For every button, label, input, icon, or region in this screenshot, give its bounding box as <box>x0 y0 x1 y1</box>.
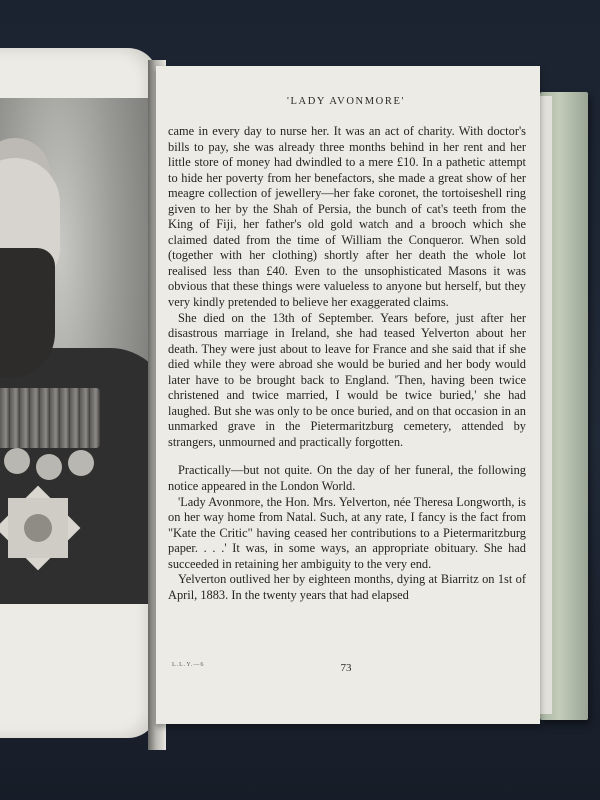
medal-icon <box>36 454 62 480</box>
page-number: 73 <box>340 662 352 674</box>
paragraph: came in every day to nurse her. It was an act of charity. With doctor's bills to pay, she was already three months behind in her rent and her little store of money had dwindled to a mere £10. In a pathetic attempt to hide her poverty from her benefactors, she made a great show of her meagre collection of jewellery—her fake coronet, the tortoiseshell ring given to her by the Shah of Persia, the bunch of cat's teeth from the King of Fiji, her father's old gold watch and a brooch which she claimed dated from the time of William the Conqueror. When sold (together with her clothing) shortly after her death the whole lot realised less than £40. Even to the unsophisticated Masons it was obvious that these things were valueless to anyone but herself, but they very kindly pretended to believe her exaggerated claims. <box>168 124 526 310</box>
medal-ribbons <box>0 388 100 448</box>
signature-mark: L.L.Y.—6 <box>172 662 205 668</box>
paragraph: 'Lady Avonmore, the Hon. Mrs. Yelverton, née Theresa Longworth, is on her way home from Natal. Such, at any rate, I fancy is the fact from "Kate the Critic" having ceased her contributions to a Pietermaritzburg paper. . . .' It was, in some ways, an appropriate obituary. She had succeeded in retaining her ambiguity to the very end. <box>168 494 526 571</box>
medal-icon <box>4 448 30 474</box>
paragraph: Yelverton outlived her by eighteen months, dying at Biarritz on 1st of April, 1883. In the twenty years that had elapsed <box>168 572 526 602</box>
body-text <box>168 124 526 603</box>
portrait-photograph <box>0 98 148 604</box>
medal-icon <box>68 450 94 476</box>
order-star-center <box>24 514 52 542</box>
right-page <box>156 66 540 724</box>
running-head: 'LADY AVONMORE' <box>287 96 405 107</box>
uniform-shape <box>0 348 148 604</box>
paragraph: Practically—but not quite. On the day of her funeral, the following notice appeared in the London World. <box>168 463 526 494</box>
beard-shape <box>0 248 55 378</box>
paragraph: She died on the 13th of September. Years before, just after her disastrous marriage in Ireland, she had teased Yelverton about her death. They were just about to leave for France and she said that if she died while they were abroad she would be buried and her body would later have to be brought back to England. 'Then, having been twice christened and twice married, I would be twice buried,' she had laughed. But she was only to be once buried, and on that occasion in an unmarked grave in the Pietermaritzburg cemetery, attended by strangers, unmourned and practically forgotten. <box>168 310 526 449</box>
